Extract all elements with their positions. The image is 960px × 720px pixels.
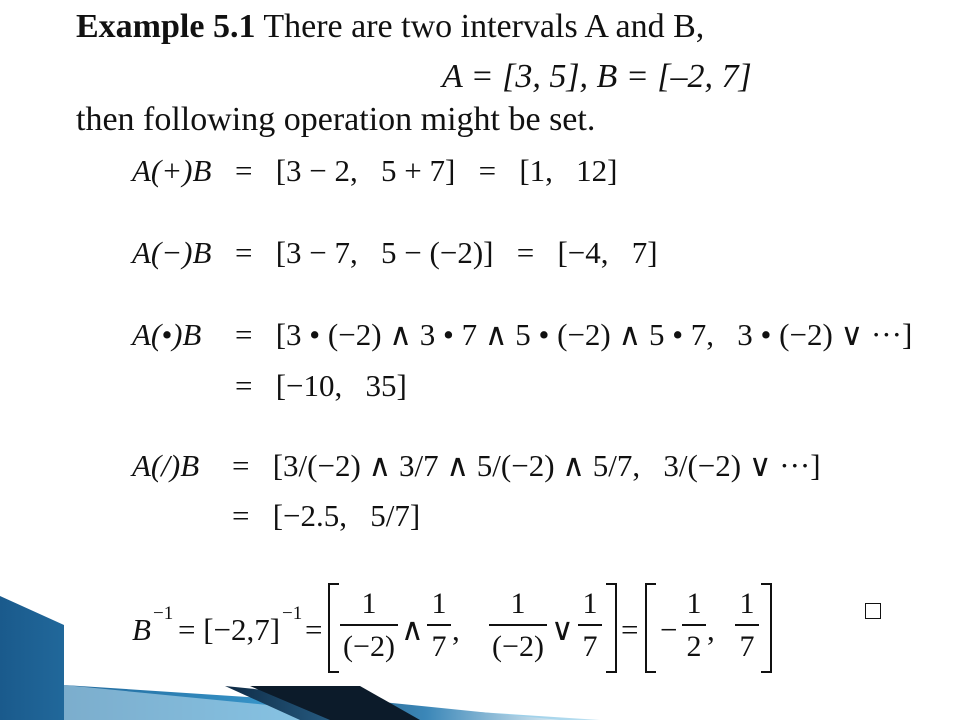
comma-1: , bbox=[452, 612, 460, 647]
eq-div-lhs: A(/)B bbox=[132, 448, 200, 483]
fraction-3: 1 (−2) bbox=[489, 589, 547, 662]
eq-inv-equals-1: = bbox=[305, 612, 323, 647]
minus-sign: − bbox=[660, 612, 678, 647]
left-bracket-2 bbox=[643, 582, 659, 674]
interval-definition: A = [3, 5], B = [–2, 7] bbox=[442, 58, 752, 95]
fraction-1: 1 (−2) bbox=[340, 589, 398, 662]
eq-div-rhs: = [3/(−2) ∧ 3/7 ∧ 5/(−2) ∧ 5/7, 3/(−2) ∨ ···] bbox=[232, 448, 821, 483]
example-intro: There are two intervals A and B, bbox=[263, 8, 705, 45]
fraction-6: 1 7 bbox=[735, 589, 759, 662]
fraction-5: 1 2 bbox=[682, 589, 706, 662]
eq-add-lhs: A(+)B bbox=[132, 153, 212, 188]
eq-inv-equals-2: = bbox=[621, 612, 639, 647]
example-heading bbox=[76, 10, 704, 44]
example-lead-text: then following operation might be set. bbox=[76, 101, 596, 138]
eq-mul-lhs: A(•)B bbox=[132, 317, 202, 352]
eq-mul-result: = [−10, 35] bbox=[235, 368, 407, 403]
eq-sub-rhs: = [3 − 7, 5 − (−2)] = [−4, 7] bbox=[235, 235, 658, 270]
example-label: Example 5.1 bbox=[76, 8, 256, 45]
join-operator: ∨ bbox=[551, 612, 574, 647]
end-of-proof-square-icon bbox=[865, 603, 881, 619]
fraction-4: 1 7 bbox=[578, 589, 602, 662]
right-bracket-1 bbox=[603, 582, 619, 674]
right-bracket-2 bbox=[758, 582, 774, 674]
eq-add-rhs: = [3 − 2, 5 + 7] = [1, 12] bbox=[235, 153, 618, 188]
eq-mul-rhs: = [3 • (−2) ∧ 3 • 7 ∧ 5 • (−2) ∧ 5 • 7, 3 • (−2) ∨ ···] bbox=[235, 317, 913, 352]
comma-2: , bbox=[707, 612, 715, 647]
meet-operator-1: ∧ bbox=[401, 612, 424, 647]
eq-inv-sup-2: −1 bbox=[282, 603, 303, 624]
eq-inv-lhs: B bbox=[132, 612, 151, 647]
eq-inv-sup: −1 bbox=[153, 603, 174, 624]
fraction-2: 1 7 bbox=[427, 589, 451, 662]
eq-inv-interval: = [−2,7] bbox=[178, 612, 281, 647]
eq-div-result: = [−2.5, 5/7] bbox=[232, 498, 421, 533]
eq-sub-lhs: A(−)B bbox=[132, 235, 212, 270]
